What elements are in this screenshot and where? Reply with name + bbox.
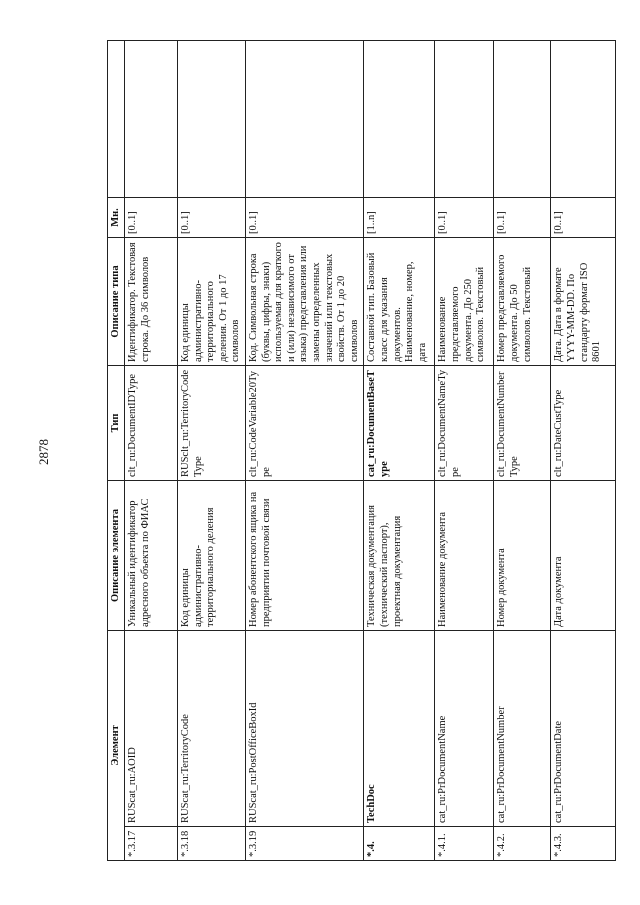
element-table: [107, 40, 616, 861]
table-row: [364, 41, 435, 861]
type-description: Наименование представляемого документа. До 250 символов. Текстовый: [435, 238, 494, 366]
type-description: Составной тип. Базовый класс для указания документов. Наименование, номер, дата: [364, 238, 435, 366]
table-header-row: [108, 41, 125, 861]
multiplicity: [0..1]: [551, 198, 616, 238]
row-number: *.4.3.: [551, 827, 616, 861]
row-number: *.4.: [364, 827, 435, 861]
element-type: clt_ru:DocumentNumberType: [494, 366, 551, 481]
multiplicity: [0..1]: [494, 198, 551, 238]
blank-cell: [125, 41, 178, 198]
multiplicity: [0..1]: [245, 198, 363, 238]
type-description: Код. Символьная строка (буквы, цифры, знаки) используемая для краткого и (или) независимого от языка) представления или замены определенных значений или текстовых свойств. От 1 до 20 символов: [245, 238, 363, 366]
table-row: [125, 41, 178, 861]
element-description: Номер абонентского ящика на предприятии почтовой связи: [245, 481, 363, 631]
element-type: clt_ru:DocumentIDType: [125, 366, 178, 481]
header-type-description: Описание типа: [108, 238, 125, 366]
blank-cell: [245, 41, 363, 198]
element-name: cat_ru:PrDocumentDate: [551, 631, 616, 827]
multiplicity: [0..1]: [435, 198, 494, 238]
element-description: Код единицы административно-территориального деления: [178, 481, 246, 631]
row-number: *.3.18: [178, 827, 246, 861]
element-type: clt_ru:DocumentNameType: [435, 366, 494, 481]
element-type: RUSclt_ru:TerritoryCodeType: [178, 366, 246, 481]
table-row: [551, 41, 616, 861]
multiplicity: [0..1]: [178, 198, 246, 238]
header-type: Тип: [108, 366, 125, 481]
element-type: clt_ru:DateCustType: [551, 366, 616, 481]
multiplicity: [1..n]: [364, 198, 435, 238]
table-row: [494, 41, 551, 861]
type-description: Номер представляемого документа. До 50 символов. Текстовый: [494, 238, 551, 366]
table-row: [245, 41, 363, 861]
row-number: *.3.17: [125, 827, 178, 861]
element-description: Наименование документа: [435, 481, 494, 631]
type-description: Код единицы административно-территориального деления. От 1 до 17 символов: [178, 238, 246, 366]
element-name: RUScat_ru:AOID: [125, 631, 178, 827]
element-type: clt_ru:CodeVariable20Type: [245, 366, 363, 481]
blank-cell: [494, 41, 551, 198]
table-container: [107, 41, 603, 861]
type-description: Дата. Дата в формате YYYY-MM-DD. По стандарту формат ISO 8601: [551, 238, 616, 366]
element-name: cat_ru:PrDocumentNumber: [494, 631, 551, 827]
element-type: cat_ru:DocumentBaseType: [364, 366, 435, 481]
table-row: [178, 41, 246, 861]
header-multiplicity: Мн.: [108, 198, 125, 238]
table-row: [435, 41, 494, 861]
header-element: Элемент: [108, 631, 125, 861]
header-element-description: Описание элемента: [108, 481, 125, 631]
element-name: TechDoc: [364, 631, 435, 827]
element-description: Номер документа: [494, 481, 551, 631]
element-name: RUScat_ru:TerritoryCode: [178, 631, 246, 827]
blank-cell: [178, 41, 246, 198]
blank-cell: [364, 41, 435, 198]
row-number: *.4.2.: [494, 827, 551, 861]
blank-cell: [551, 41, 616, 198]
element-description: Техническая документация (технический паспорт), проектная документация: [364, 481, 435, 631]
element-name: cat_ru:PrDocumentName: [435, 631, 494, 827]
element-name: RUScat_ru:PostOfficeBoxId: [245, 631, 363, 827]
element-description: Уникальный идентификатор адресного объекта по ФИАС: [125, 481, 178, 631]
multiplicity: [0..1]: [125, 198, 178, 238]
element-description: Дата документа: [551, 481, 616, 631]
row-number: *.3.19: [245, 827, 363, 861]
page-number: 2878: [36, 439, 51, 465]
row-number: *.4.1.: [435, 827, 494, 861]
type-description: Идентификатор. Текстовая строка. До 36 символов: [125, 238, 178, 366]
blank-cell: [435, 41, 494, 198]
header-blank: [108, 41, 125, 198]
